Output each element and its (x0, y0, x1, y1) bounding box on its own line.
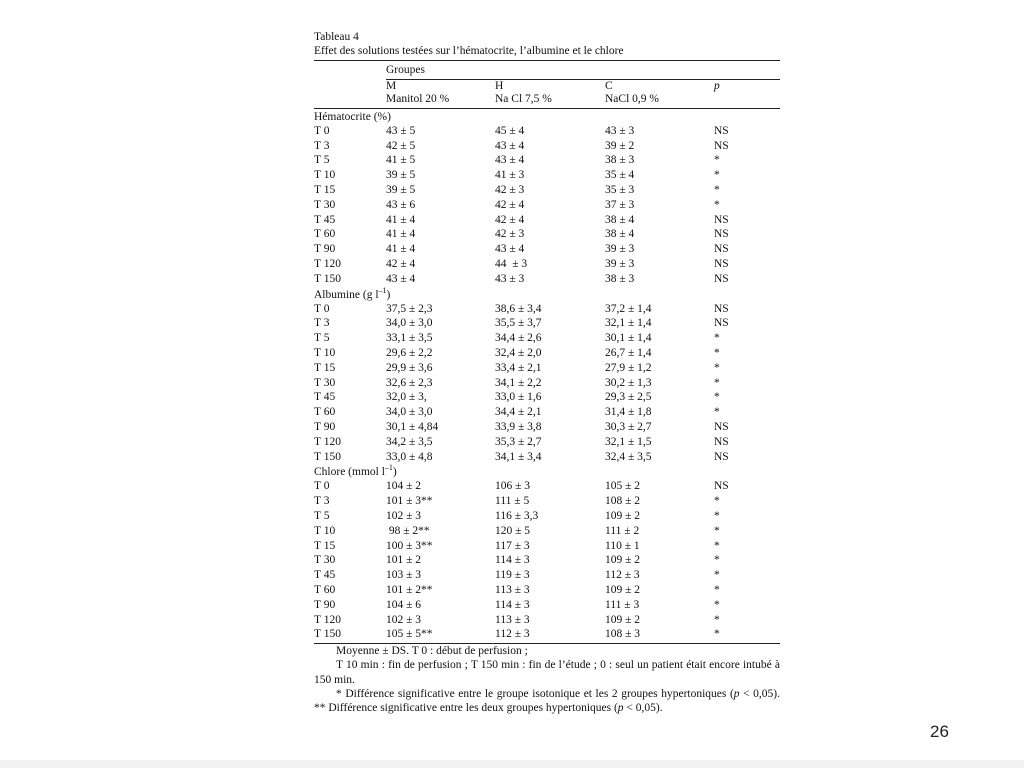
nacl-iso-cell: 27,9 ± 1,2 (605, 361, 652, 374)
time-cell: T 45 (314, 569, 336, 582)
p-cell: NS (714, 243, 729, 256)
manitol-cell: 37,5 ± 2,3 (386, 302, 433, 315)
nacl-iso-cell: 26,7 ± 1,4 (605, 346, 652, 359)
time-cell: T 45 (314, 213, 336, 226)
manitol-cell: 43 ± 4 (386, 272, 416, 285)
time-cell: T 150 (314, 450, 341, 463)
slide-bottom-band (0, 760, 1024, 768)
p-cell: NS (714, 139, 729, 152)
nacl-iso-cell: 105 ± 2 (605, 480, 641, 493)
table-row (314, 153, 780, 168)
section-title-end: ) (392, 466, 397, 479)
time-cell: T 60 (314, 406, 336, 419)
time-cell: T 0 (314, 302, 330, 315)
p-cell: * (714, 569, 720, 582)
nacl-hyper-cell: 113 ± 3 (495, 583, 530, 596)
p-cell: * (714, 539, 720, 552)
table-label: Tableau 4 (314, 31, 359, 43)
note-line-3 (314, 687, 780, 716)
manitol-cell: 33,0 ± 4,8 (386, 450, 433, 463)
p-cell: * (714, 524, 720, 537)
manitol-cell: 34,0 ± 3,0 (386, 406, 433, 419)
section-title-end: ) (386, 288, 391, 301)
groups-label: Groupes (386, 64, 425, 76)
time-cell: T 10 (314, 169, 336, 182)
time-cell: T 90 (314, 598, 336, 611)
time-cell: T 3 (314, 317, 330, 330)
time-cell: T 5 (314, 509, 330, 522)
nacl-iso-cell: 37,2 ± 1,4 (605, 302, 652, 315)
note-p-symbol-2: p (617, 702, 624, 715)
p-cell: * (714, 583, 720, 596)
p-cell: NS (714, 213, 729, 226)
time-cell: T 15 (314, 361, 336, 374)
p-cell: * (714, 598, 720, 611)
manitol-cell: 102 ± 3 (386, 613, 422, 626)
manitol-cell: 104 ± 2 (386, 480, 422, 493)
nacl-iso-cell: 37 ± 3 (605, 198, 635, 211)
manitol-cell: 98 ± 2** (386, 524, 430, 537)
table-row (314, 450, 780, 465)
table-row (314, 583, 780, 598)
manitol-cell: 41 ± 4 (386, 228, 416, 241)
table-row (314, 405, 780, 420)
time-cell: T 3 (314, 139, 330, 152)
nacl-iso-cell: 30,2 ± 1,3 (605, 376, 652, 389)
col-code-m: M (386, 79, 397, 92)
time-cell: T 60 (314, 583, 336, 596)
manitol-cell: 43 ± 5 (386, 124, 416, 137)
section-unit-exponent: –1 (378, 285, 387, 295)
nacl-hyper-cell: 32,4 ± 2,0 (495, 346, 542, 359)
table-row (314, 346, 780, 361)
nacl-iso-cell: 30,1 ± 1,4 (605, 332, 652, 345)
time-cell: T 30 (314, 376, 336, 389)
manitol-cell: 41 ± 4 (386, 213, 416, 226)
nacl-iso-cell: 32,4 ± 3,5 (605, 450, 652, 463)
time-cell: T 60 (314, 228, 336, 241)
table-row (314, 198, 780, 213)
nacl-hyper-cell: 44 ± 3 (495, 257, 528, 270)
nacl-iso-cell: 39 ± 3 (605, 243, 635, 256)
table-row (314, 183, 780, 198)
note-line-3-b: < 0,05). ** Différence significative entre les deux groupes hypertoniques ( (314, 687, 780, 715)
manitol-cell: 103 ± 3 (386, 569, 422, 582)
p-cell: * (714, 495, 720, 508)
note-line-1: Moyenne ± DS. T 0 : début de perfusion ; (336, 645, 528, 658)
nacl-iso-cell: 35 ± 4 (605, 169, 635, 182)
nacl-hyper-cell: 33,4 ± 2,1 (495, 361, 542, 374)
nacl-hyper-cell: 33,9 ± 3,8 (495, 420, 542, 433)
nacl-hyper-cell: 41 ± 3 (495, 169, 525, 182)
table-row (314, 494, 780, 509)
nacl-iso-cell: 110 ± 1 (605, 539, 640, 552)
table-row (314, 435, 780, 450)
time-cell: T 30 (314, 198, 336, 211)
time-cell: T 5 (314, 332, 330, 345)
col-code-h: H (495, 79, 504, 92)
manitol-cell: 101 ± 3** (386, 495, 433, 508)
table-row (314, 213, 780, 228)
manitol-cell: 100 ± 3** (386, 539, 433, 552)
p-cell: NS (714, 317, 729, 330)
time-cell: T 10 (314, 524, 336, 537)
manitol-cell: 42 ± 5 (386, 139, 416, 152)
p-cell: * (714, 628, 720, 641)
manitol-cell: 101 ± 2** (386, 583, 433, 596)
manitol-cell: 32,6 ± 2,3 (386, 376, 433, 389)
nacl-iso-cell: 109 ± 2 (605, 509, 641, 522)
nacl-hyper-cell: 114 ± 3 (495, 598, 530, 611)
nacl-hyper-cell: 116 ± 3,3 (495, 509, 539, 522)
section-title-text: Chlore (mmol l (314, 466, 385, 479)
time-cell: T 15 (314, 183, 336, 196)
p-cell: * (714, 198, 720, 211)
nacl-hyper-cell: 120 ± 5 (495, 524, 531, 537)
table-row (314, 227, 780, 242)
time-cell: T 90 (314, 420, 336, 433)
table-body (314, 109, 780, 642)
p-cell: NS (714, 420, 729, 433)
table-row (314, 627, 780, 642)
nacl-iso-cell: 29,3 ± 2,5 (605, 391, 652, 404)
section-title (314, 464, 780, 479)
manitol-cell: 41 ± 5 (386, 154, 416, 167)
table-row (314, 316, 780, 331)
nacl-hyper-cell: 42 ± 4 (495, 213, 525, 226)
time-cell: T 150 (314, 272, 341, 285)
table-row (314, 272, 780, 287)
nacl-hyper-cell: 42 ± 3 (495, 228, 525, 241)
time-cell: T 30 (314, 554, 336, 567)
table-row (314, 331, 780, 346)
table-row (314, 376, 780, 391)
table-row (314, 539, 780, 554)
nacl-iso-cell: 38 ± 3 (605, 272, 635, 285)
nacl-hyper-cell: 38,6 ± 3,4 (495, 302, 542, 315)
p-cell: * (714, 332, 720, 345)
nacl-hyper-cell: 34,1 ± 2,2 (495, 376, 542, 389)
p-cell: * (714, 346, 720, 359)
groups-header (314, 61, 780, 79)
time-cell: T 90 (314, 243, 336, 256)
manitol-cell: 102 ± 3 (386, 509, 422, 522)
nacl-iso-cell: 31,4 ± 1,8 (605, 406, 652, 419)
table-row (314, 568, 780, 583)
section-unit-exponent: –1 (384, 463, 393, 473)
p-cell: NS (714, 480, 729, 493)
nacl-hyper-cell: 45 ± 4 (495, 124, 525, 137)
p-cell: * (714, 376, 720, 389)
nacl-hyper-cell: 43 ± 4 (495, 139, 525, 152)
nacl-iso-cell: 39 ± 2 (605, 139, 635, 152)
time-cell: T 0 (314, 480, 330, 493)
table-document (314, 30, 780, 716)
table-row (314, 479, 780, 494)
nacl-hyper-cell: 43 ± 4 (495, 154, 525, 167)
nacl-hyper-cell: 114 ± 3 (495, 554, 530, 567)
note-line-2: T 10 min : fin de perfusion ; T 150 min : fin de l’étude ; 0 : seul un patient était encore intubé à 150 min. (314, 659, 780, 686)
p-cell: * (714, 613, 720, 626)
table-row (314, 553, 780, 568)
nacl-iso-cell: 109 ± 2 (605, 613, 641, 626)
manitol-cell: 34,2 ± 3,5 (386, 435, 433, 448)
nacl-iso-cell: 111 ± 2 (605, 524, 640, 537)
column-header (314, 80, 780, 107)
nacl-iso-cell: 38 ± 3 (605, 154, 635, 167)
nacl-hyper-cell: 33,0 ± 1,6 (495, 391, 542, 404)
time-cell: T 10 (314, 346, 336, 359)
manitol-cell: 30,1 ± 4,84 (386, 420, 439, 433)
table-row (314, 361, 780, 376)
nacl-hyper-cell: 111 ± 5 (495, 495, 530, 508)
note-line-3-c: < 0,05). (623, 702, 663, 715)
time-cell: T 120 (314, 257, 341, 270)
nacl-iso-cell: 32,1 ± 1,4 (605, 317, 652, 330)
p-cell: NS (714, 228, 729, 241)
page-number: 26 (930, 722, 949, 741)
nacl-hyper-cell: 42 ± 4 (495, 198, 525, 211)
table-row (314, 509, 780, 524)
nacl-iso-cell: 35 ± 3 (605, 183, 635, 196)
nacl-iso-cell: 30,3 ± 2,7 (605, 420, 652, 433)
table-row (314, 139, 780, 154)
table-row (314, 613, 780, 628)
nacl-hyper-cell: 106 ± 3 (495, 480, 531, 493)
p-cell: NS (714, 124, 729, 137)
section-title-text: Hématocrite (%) (314, 110, 391, 123)
nacl-hyper-cell: 113 ± 3 (495, 613, 530, 626)
nacl-iso-cell: 32,1 ± 1,5 (605, 435, 652, 448)
p-cell: NS (714, 302, 729, 315)
manitol-cell: 42 ± 4 (386, 257, 416, 270)
nacl-hyper-cell: 43 ± 4 (495, 243, 525, 256)
col-name-c: NaCl 0,9 % (605, 93, 659, 106)
manitol-cell: 101 ± 2 (386, 554, 422, 567)
nacl-hyper-cell: 117 ± 3 (495, 539, 530, 552)
table-title: Effet des solutions testées sur l’hématocrite, l’albumine et le chlore (314, 45, 624, 57)
nacl-iso-cell: 112 ± 3 (605, 569, 640, 582)
nacl-iso-cell: 38 ± 4 (605, 213, 635, 226)
nacl-hyper-cell: 112 ± 3 (495, 628, 530, 641)
section-title (314, 287, 780, 302)
table-row (314, 302, 780, 317)
nacl-iso-cell: 109 ± 2 (605, 554, 641, 567)
nacl-iso-cell: 39 ± 3 (605, 257, 635, 270)
table-row (314, 598, 780, 613)
nacl-hyper-cell: 34,4 ± 2,1 (495, 406, 542, 419)
nacl-hyper-cell: 42 ± 3 (495, 183, 525, 196)
time-cell: T 5 (314, 154, 330, 167)
col-code-c: C (605, 79, 613, 92)
time-cell: T 120 (314, 613, 341, 626)
nacl-hyper-cell: 34,1 ± 3,4 (495, 450, 542, 463)
nacl-hyper-cell: 35,5 ± 3,7 (495, 317, 542, 330)
manitol-cell: 39 ± 5 (386, 169, 416, 182)
nacl-iso-cell: 108 ± 3 (605, 628, 641, 641)
manitol-cell: 39 ± 5 (386, 183, 416, 196)
nacl-iso-cell: 108 ± 2 (605, 495, 641, 508)
time-cell: T 15 (314, 539, 336, 552)
p-cell: * (714, 406, 720, 419)
manitol-cell: 43 ± 6 (386, 198, 416, 211)
col-name-m: Manitol 20 % (386, 93, 450, 106)
manitol-cell: 33,1 ± 3,5 (386, 332, 433, 345)
time-cell: T 0 (314, 124, 330, 137)
time-cell: T 45 (314, 391, 336, 404)
nacl-hyper-cell: 34,4 ± 2,6 (495, 332, 542, 345)
table-row (314, 390, 780, 405)
table-row (314, 524, 780, 539)
time-cell: T 3 (314, 495, 330, 508)
p-cell: * (714, 391, 720, 404)
p-cell: * (714, 361, 720, 374)
table-row (314, 242, 780, 257)
table-row (314, 124, 780, 139)
p-cell: * (714, 509, 720, 522)
p-cell: NS (714, 272, 729, 285)
p-cell: NS (714, 450, 729, 463)
p-cell: * (714, 169, 720, 182)
nacl-iso-cell: 38 ± 4 (605, 228, 635, 241)
p-cell: * (714, 554, 720, 567)
nacl-hyper-cell: 43 ± 3 (495, 272, 525, 285)
nacl-hyper-cell: 35,3 ± 2,7 (495, 435, 542, 448)
p-cell: * (714, 183, 720, 196)
section-title (314, 109, 780, 124)
note-line-3-a: * Différence significative entre le groupe isotonique et les 2 groupes hypertoniques ( (336, 687, 734, 700)
nacl-iso-cell: 43 ± 3 (605, 124, 635, 137)
p-cell: * (714, 154, 720, 167)
table-row (314, 168, 780, 183)
nacl-hyper-cell: 119 ± 3 (495, 569, 530, 582)
manitol-cell: 41 ± 4 (386, 243, 416, 256)
time-cell: T 150 (314, 628, 341, 641)
table-row (314, 257, 780, 272)
manitol-cell: 29,6 ± 2,2 (386, 346, 433, 359)
manitol-cell: 104 ± 6 (386, 598, 422, 611)
manitol-cell: 34,0 ± 3,0 (386, 317, 433, 330)
section-title-text: Albumine (g l (314, 288, 379, 301)
time-cell: T 120 (314, 435, 341, 448)
p-cell: NS (714, 257, 729, 270)
manitol-cell: 105 ± 5** (386, 628, 433, 641)
p-cell: NS (714, 435, 729, 448)
table-row (314, 420, 780, 435)
nacl-iso-cell: 109 ± 2 (605, 583, 641, 596)
note-p-symbol-1: p (733, 687, 740, 700)
manitol-cell: 32,0 ± 3, (386, 391, 427, 404)
col-name-h: Na Cl 7,5 % (495, 93, 552, 106)
nacl-iso-cell: 111 ± 3 (605, 598, 640, 611)
manitol-cell: 29,9 ± 3,6 (386, 361, 433, 374)
col-code-p: p (714, 79, 720, 92)
